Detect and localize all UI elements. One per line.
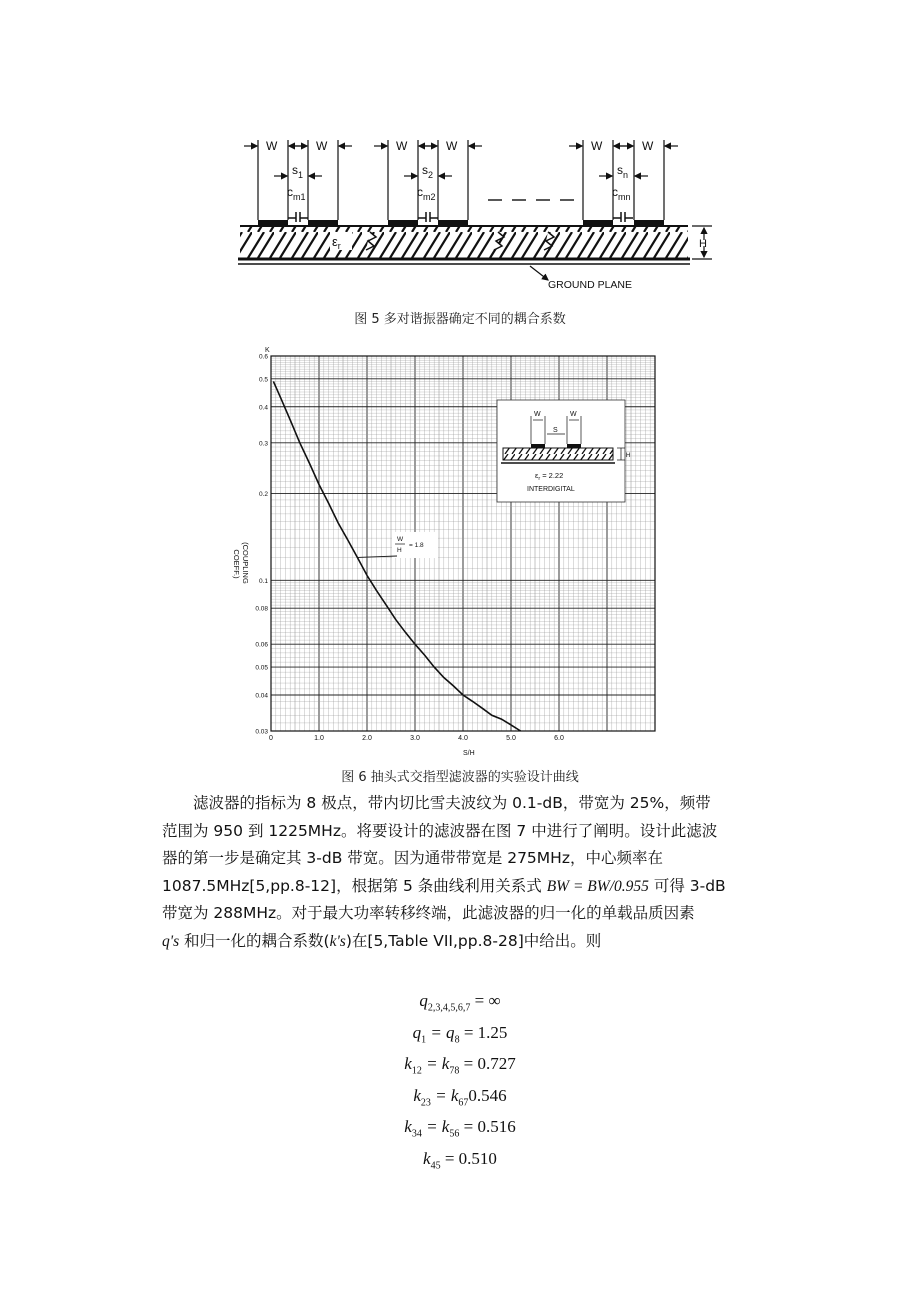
w-label: W xyxy=(266,139,278,153)
cm1-label: $c_{m1}$ xyxy=(287,185,306,202)
inset-w-label: W xyxy=(570,411,577,418)
body-line: 范围为 950 到 1225MHz。将要设计的滤波器在图 7 中进行了阐明。设计此滤波 xyxy=(162,821,718,840)
y-axis-letter: K xyxy=(265,347,270,354)
inset-h-label: H xyxy=(626,453,631,459)
strip-na xyxy=(583,220,613,226)
inset-w-label: W xyxy=(534,411,541,418)
s1-label: $s_1$ xyxy=(292,163,304,180)
x-tick-label: 5.0 xyxy=(506,735,516,742)
ground-plane-label: GROUND PLANE xyxy=(548,279,633,291)
body-line: 器的第一步是确定其 3-dB 带宽。因为通带带宽是 275MHz，中心频率在 xyxy=(162,849,663,867)
q-s-symbol: q's xyxy=(162,932,180,950)
y-tick-label: 0.4 xyxy=(258,404,268,412)
strip-2b xyxy=(438,220,468,226)
h-label: H xyxy=(699,238,707,250)
w-label: W xyxy=(446,139,458,153)
inset-eps-label: $\varepsilon_r = 2.22$ xyxy=(535,471,564,482)
x-tick-label: 1.0 xyxy=(314,735,324,742)
y-tick-label: 0.3 xyxy=(258,440,268,448)
x-tick-label: 6.0 xyxy=(554,735,564,742)
k-s-symbol: k's xyxy=(329,932,346,950)
x-axis-label: S/H xyxy=(463,750,475,757)
w-label: W xyxy=(316,139,328,153)
s2-label: $s_2$ xyxy=(422,163,434,180)
svg-text:H: H xyxy=(397,547,402,554)
equation-k12-k78: $k_{12} = k_{78} = 0.727$ xyxy=(404,1054,516,1077)
y-tick-label: 0.03 xyxy=(255,728,268,736)
y-tick-label: 0.05 xyxy=(255,664,268,672)
x-tick-label: 0 xyxy=(269,735,273,742)
cm2-label: $c_{m2}$ xyxy=(417,185,436,202)
strip-nb xyxy=(634,220,664,226)
inset-s-label: S xyxy=(553,427,558,434)
body-line: 1087.5MHz[5,pp.8-12]，根据第 5 条曲线利用关系式 BW = BW/0.955 可得 3-dB xyxy=(162,876,726,895)
y-tick-label: 0.1 xyxy=(258,577,268,585)
strip-1a xyxy=(258,220,288,226)
x-tick-label: 2.0 xyxy=(362,735,372,742)
body-line: 带宽为 288MHz。对于最大功率转移终端，此滤波器的归一化的单载品质因素 xyxy=(162,904,695,922)
body-line: 滤波器的指标为 8 极点，带内切比雪夫波纹为 0.1-dB，带宽为 25%，频带 xyxy=(193,794,711,812)
figure-6-coupling-chart xyxy=(232,342,665,762)
body-paragraph xyxy=(162,790,772,955)
y-tick-label: 0.08 xyxy=(255,605,268,613)
figure-5-caption: 图 5 多对谐振器确定不同的耦合系数 xyxy=(354,312,566,327)
inset-interdigital-label: INTERDIGITAL xyxy=(527,486,575,493)
w-label: W xyxy=(396,139,408,153)
y-tick-label: 0.5 xyxy=(258,376,268,384)
sn-label: $s_n$ xyxy=(617,163,629,180)
equation-q-inf: $q_{2,3,4,5,6,7}$ = ∞ xyxy=(419,991,501,1014)
w-label: W xyxy=(591,139,603,153)
x-tick-label: 4.0 xyxy=(458,735,468,742)
equation-k34-k56: $k_{34} = k_{56} = 0.516$ xyxy=(404,1117,516,1140)
x-tick-label: 3.0 xyxy=(410,735,420,742)
w-label: W xyxy=(642,139,654,153)
y-axis-side-label: (COUPLING COEFF.) xyxy=(232,542,250,584)
interdigital-inset xyxy=(497,400,630,502)
equations-block xyxy=(0,985,920,1174)
strip-2a xyxy=(388,220,418,226)
figure-6-caption: 图 6 抽头式交指型滤波器的实验设计曲线 xyxy=(341,770,579,785)
svg-text:W: W xyxy=(397,536,404,543)
y-tick-label: 0.6 xyxy=(258,353,268,361)
bw-formula: BW = BW/0.955 xyxy=(546,877,649,895)
cmn-label: $c_{mn}$ xyxy=(612,185,631,202)
curve-annotation xyxy=(357,532,438,558)
equation-k45: $k_{45} = 0.510$ xyxy=(423,1148,497,1171)
y-tick-label: 0.06 xyxy=(255,641,268,649)
strip-1b xyxy=(308,220,338,226)
substrate-hatched xyxy=(240,226,688,258)
equation-q1-q8: $q_1 = q_8 = 1.25$ xyxy=(412,1022,508,1045)
figure-5-coupled-lines-diagram xyxy=(230,128,720,306)
body-line: q's 和归一化的耦合系数(k's)在[5,Table VII,pp.8-28]中给出。则 xyxy=(162,931,602,950)
epsilon-r-label: $\varepsilon_r$ xyxy=(332,234,341,251)
equation-k23-k67: $k_{23} = k_{67}0.546$ xyxy=(413,1085,507,1108)
svg-text:= 1.8: = 1.8 xyxy=(409,542,424,549)
y-tick-label: 0.04 xyxy=(255,692,268,700)
y-tick-label: 0.2 xyxy=(258,491,268,499)
